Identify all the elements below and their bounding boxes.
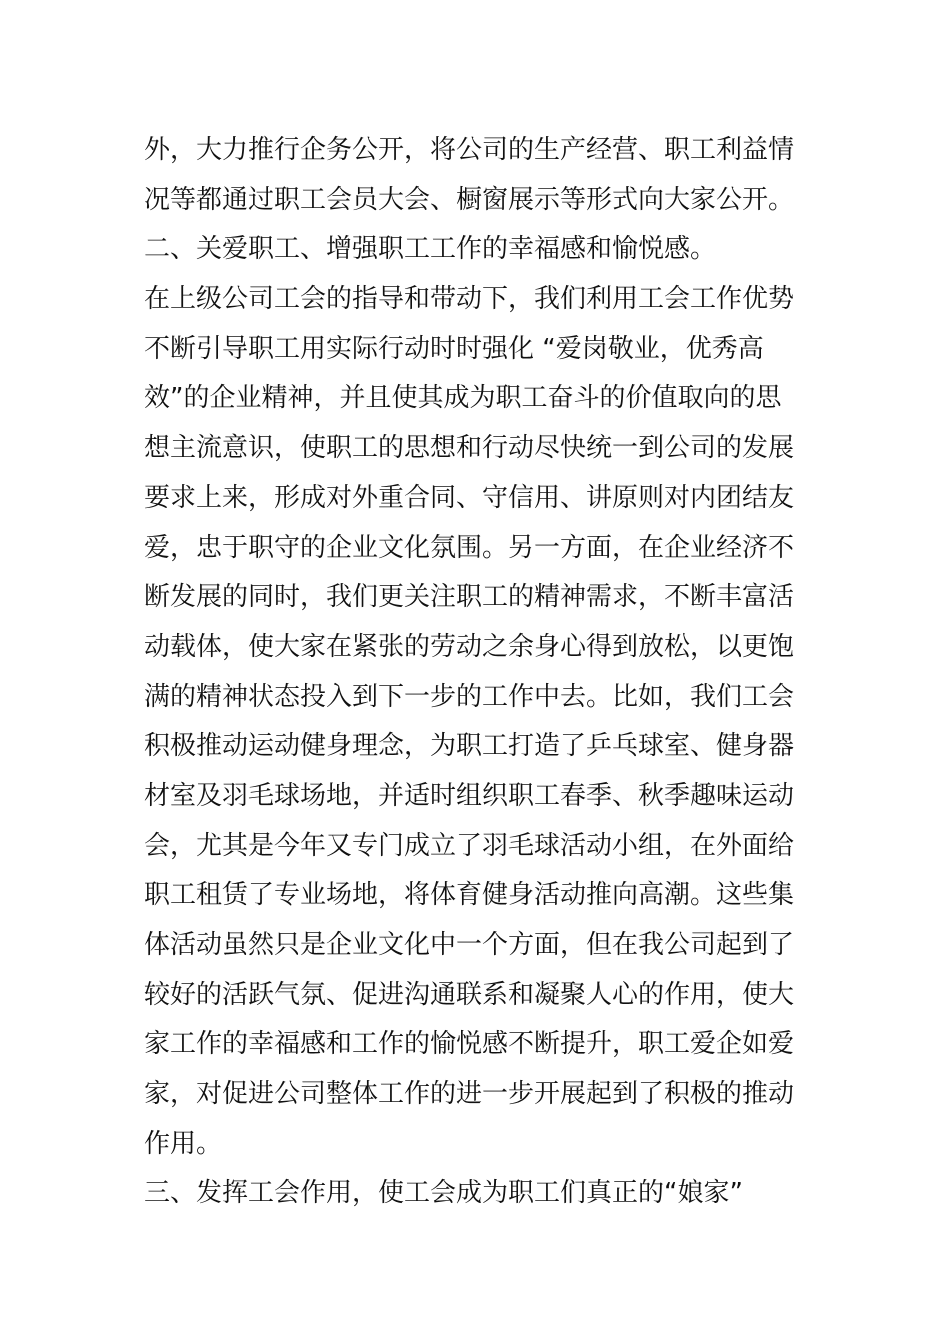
- body-text-line: 断发展的同时，我们更关注职工的精神需求，不断丰富活: [144, 582, 795, 613]
- body-text-line: 体活动虽然只是企业文化中一个方面，但在我公司起到了: [144, 930, 795, 960]
- body-text-line: 在上级公司工会的指导和带动下，我们利用工会工作优势: [144, 284, 795, 315]
- body-text-line: 效”的企业精神，并且使其成为职工奋斗的价值取向的思: [144, 383, 782, 414]
- body-text-line: 作用。: [144, 1128, 223, 1159]
- body-text-line: 不断引导职工用实际行动时时强化 “爱岗敬业，优秀高: [144, 333, 764, 364]
- body-text-line: 想主流意识，使职工的思想和行动尽快统一到公司的发展: [144, 433, 795, 464]
- body-text-line: 爱，忠于职守的企业文化氛围。另一方面，在企业经济不: [144, 532, 795, 563]
- body-text-line: 家工作的幸福感和工作的愉悦感不断提升，职工爱企如爱: [144, 1029, 795, 1060]
- body-text-line: 材室及羽毛球场地，并适时组织职工春季、秋季趣味运动: [144, 780, 795, 811]
- section-heading: 三、发挥工会作用，使工会成为职工们真正的“娘家”: [144, 1178, 743, 1209]
- body-text-line: 外，大力推行企务公开，将公司的生产经营、职工利益情: [144, 135, 795, 165]
- body-text-line: 满的精神状态投入到下一步的工作中去。比如，我们工会: [144, 681, 795, 712]
- body-text-line: 要求上来，形成对外重合同、守信用、讲原则对内团结友: [144, 482, 795, 513]
- body-text-line: 动载体，使大家在紧张的劳动之余身心得到放松，以更饱: [144, 631, 795, 662]
- body-text-line: 积极推动运动健身理念，为职工打造了乒乓球室、健身器: [144, 731, 795, 762]
- body-text-line: 会，尤其是今年又专门成立了羽毛球活动小组，在外面给: [144, 830, 795, 861]
- body-text-line: 职工租赁了专业场地，将体育健身活动推向高潮。这些集: [144, 880, 795, 911]
- body-text-line: 较好的活跃气氛、促进沟通联系和凝聚人心的作用，使大: [144, 979, 795, 1010]
- body-text-line: 况等都通过职工会员大会、橱窗展示等形式向大家公开。: [144, 184, 795, 215]
- body-text-line: 家，对促进公司整体工作的进一步开展起到了积极的推动: [144, 1079, 795, 1110]
- document-body: [144, 126, 814, 1219]
- section-heading: 二、关爱职工、增强职工工作的幸福感和愉悦感。: [144, 234, 717, 265]
